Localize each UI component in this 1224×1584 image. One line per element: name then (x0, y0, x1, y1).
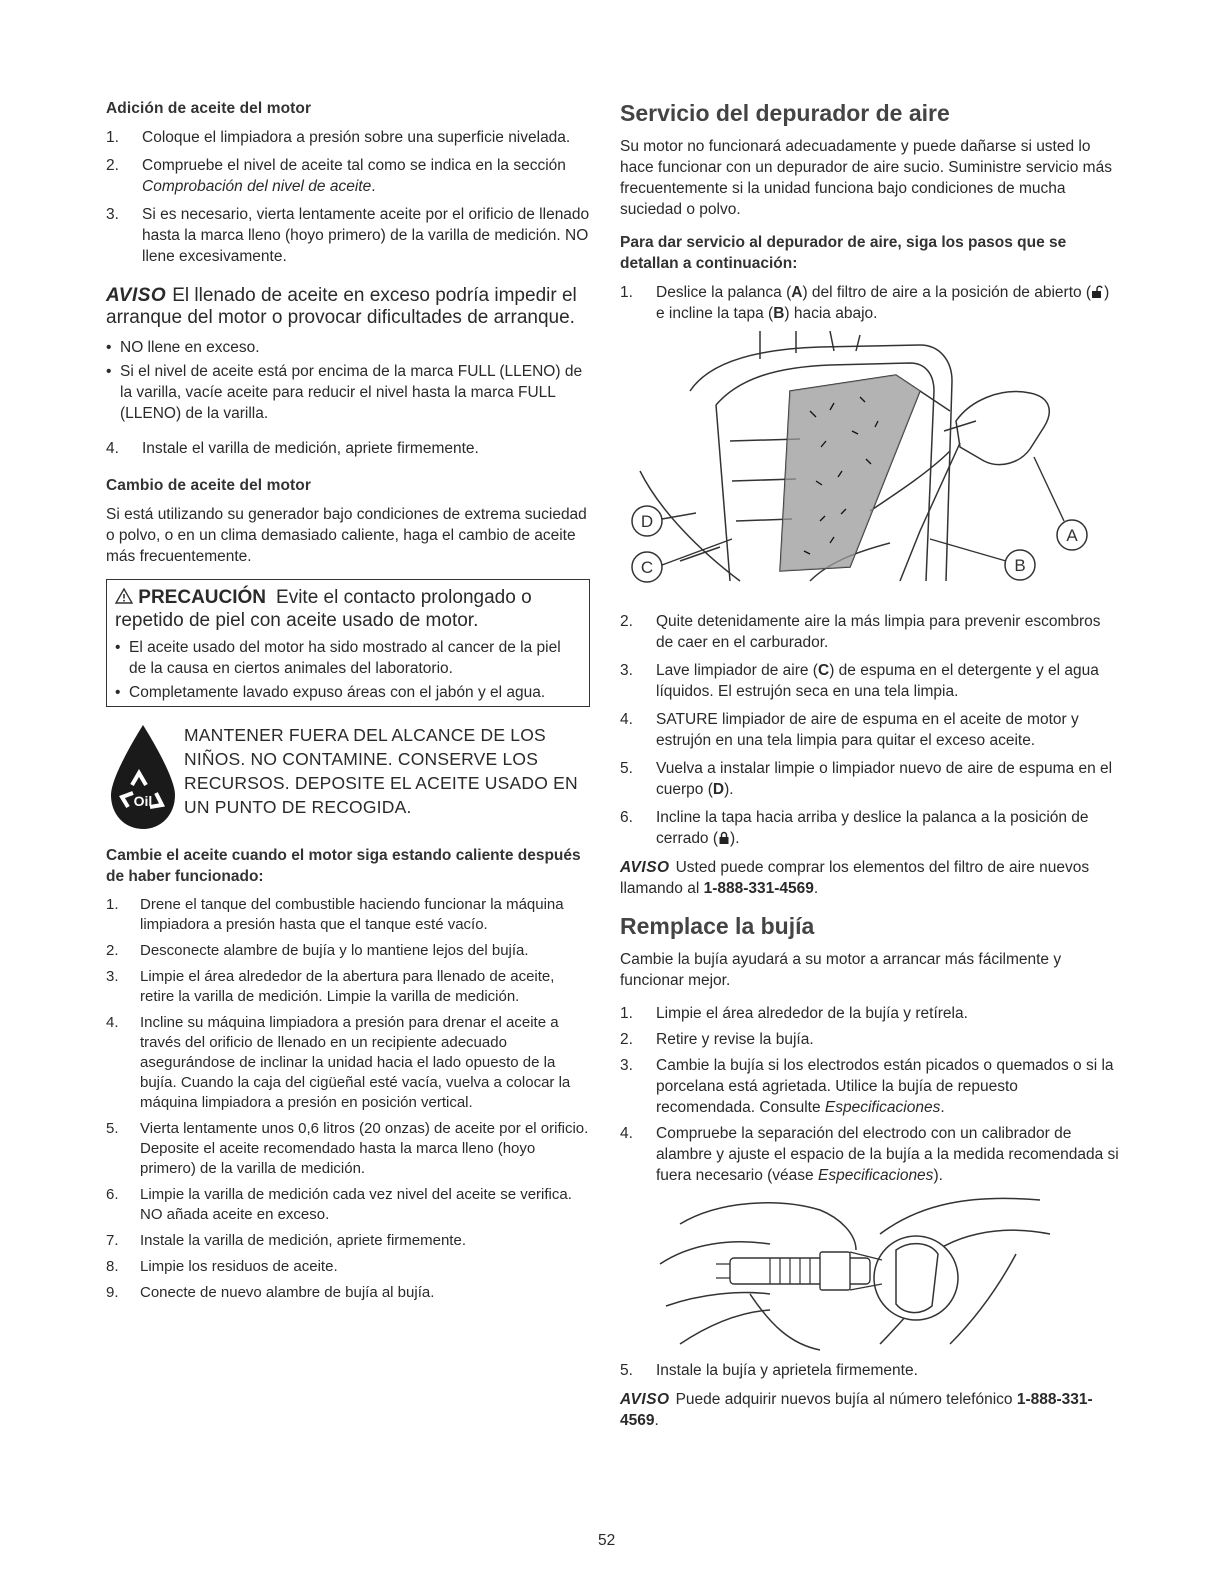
list-item: 5. Vuelva a instalar limpie o limpiador nuevo de aire de espuma en el cuerpo (D). (620, 760, 1113, 798)
warning-triangle-icon (115, 587, 133, 608)
list-item: • Completamente lavado expuso áreas con el jabón y el agua. (115, 684, 546, 701)
cambie-steps (106, 895, 590, 1303)
list-item: 8. Limpie los residuos de aceite. (106, 1258, 338, 1275)
list-item: 5. Vierta lentamente unos 0,6 litros (20 onzas) de aceite por el orificio. Deposite el aceite recomendado hasta la marca lleno (hoyo primero) de la varilla de medición. (106, 1120, 589, 1177)
list-item: 1. Deslice la palanca (A) del filtro de aire a la posición de abierto ( ) e incline la tapa (B) hacia abajo. (620, 284, 1110, 322)
servicio-title: Servicio del depurador de aire (620, 100, 950, 126)
cambie-title: Cambie el aceite cuando el motor siga estando caliente después de haber funcionado: (106, 847, 581, 885)
list-item: 3. Si es necesario, vierta lentamente aceite por el orificio de llenado hasta la marca lleno (hoyo primero) de la varilla de medición. NO llene excesivamente. (106, 206, 590, 265)
cambio-title: Cambio de aceite del motor (106, 477, 312, 494)
list-item: 3. Limpie el área alrededor de la abertura para llenado de aceite, retire la varilla de medición. Limpie la varilla de medición. (106, 968, 555, 1005)
figure-label-d: D (640, 512, 654, 531)
list-item: 6. Incline la tapa hacia arriba y deslice la palanca a la posición de cerrado ( ). (620, 809, 1089, 847)
list-item: 5. Instale la bujía y aprietela firmemente. (620, 1362, 918, 1379)
figure-label-b: B (1014, 556, 1026, 575)
list-item: 2. Compruebe el nivel de aceite tal como se indica en la sección Comprobación del nivel de aceite. (106, 157, 566, 195)
cambio-text: Si está utilizando su generador bajo condiciones de extrema suciedad o polvo, o en un clima demasiado caliente, haga el cambio de aceite más frecuentemente. (106, 506, 587, 565)
servicio-text: Su motor no funcionará adecuadamente y puede dañarse si usted lo hace funcionar con un depurador de aire sucio. Suministre servicio más frecuentemente si la unidad funciona bajo condiciones de mucha suciedad o polvo. (620, 138, 1112, 218)
list-item: 4. Compruebe la separación del electrodo con un calibrador de alambre y ajuste el espacio de la bujía a la medida recomendada si fuera necesario (véase Especificaciones). (620, 1125, 1119, 1184)
oil-recycle-notice (106, 723, 590, 833)
list-item: • NO llene en exceso. (106, 339, 260, 356)
oil-notice-text: MANTENER FUERA DEL ALCANCE DE LOS NIÑOS. NO CONTAMINE. CONSERVE LOS RECURSOS. DEPOSITE EL ACEITE USADO EN UN PUNTO DE RECOGIDA. (184, 725, 578, 817)
lock-open-icon (1091, 284, 1104, 301)
remplace-title: Remplace la bujía (620, 913, 815, 939)
list-item: 6. Limpie la varilla de medición cada vez nivel del aceite se verifica. NO añada aceite en exceso. (106, 1186, 572, 1223)
list-item: 2. Quite detenidamente aire la más limpia para prevenir escombros de caer en el carburador. (620, 613, 1101, 651)
svg-text:Oil: Oil (133, 793, 153, 809)
aviso-bullets (106, 337, 590, 424)
list-item: • El aceite usado del motor ha sido mostrado al cancer de la piel de la causa en ciertos animales del laboratorio. (115, 639, 561, 677)
right-column (620, 100, 1120, 1443)
list-item: 4. Instale el varilla de medición, apriete firmemente. (106, 440, 479, 457)
aviso-overfill: AVISO El llenado de aceite en exceso podría impedir el arranque del motor o provocar dificultades de arranque. (106, 285, 577, 328)
servicio-steps (620, 611, 1120, 849)
list-item: • Si el nivel de aceite está por encima de la marca FULL (LLENO) de la varilla, vacíe aceite para reducir el nivel hasta la marca FULL (LLENO) de la varilla. (106, 363, 583, 422)
list-item: 2. Retire y revise la bujía. (620, 1031, 814, 1048)
page-number: 52 (598, 1532, 616, 1549)
bujia-step-5 (620, 1360, 1120, 1381)
left-column (106, 100, 590, 1311)
list-item: 3. Lave limpiador de aire (C) de espuma en el detergente y el agua líquidos. El estrujón seca en una tela limpia. (620, 662, 1099, 700)
adicion-title: Adición de aceite del motor (106, 100, 312, 117)
caution-label: PRECAUCIÓN (138, 587, 267, 608)
aviso-spark-plug: AVISO Puede adquirir nuevos bujía al número telefónico 1-888-331-4569. (620, 1391, 1093, 1429)
oil-drop-recycle-icon (106, 723, 180, 833)
caution-text: Evite el contacto prolongado o repetido de piel con aceite usado de motor. (115, 587, 532, 631)
list-item: 4. Incline su máquina limpiadora a presión para drenar el aceite a través del orificio de llenado en un recipiente adecuado asegurándose de inclinar la unidad hacia el lado opuesto de la bujía. Cuando la caja del cigüeñal esté vacía, vuelva a colocar la máquina limpiadora a presión en posición vertical. (106, 1014, 571, 1111)
para-title: Para dar servicio al depurador de aire, siga los pasos que se detallan a continuación: (620, 234, 1067, 272)
remplace-text: Cambie la bujía ayudará a su motor a arrancar más fácilmente y funcionar mejor. (620, 951, 1062, 989)
aviso-air-filter: AVISO Usted puede comprar los elementos del filtro de aire nuevos llamando al 1-888-331-4569. (620, 859, 1090, 897)
caution-bullets (115, 637, 581, 703)
caution-box (106, 579, 590, 707)
figure-label-c: C (640, 558, 654, 577)
air-filter-figure (620, 331, 1120, 599)
servicio-step-1 (620, 282, 1120, 324)
list-item: 9. Conecte de nuevo alambre de bujía al bujía. (106, 1284, 435, 1301)
lock-closed-icon (718, 830, 730, 847)
list-item: 7. Instale la varilla de medición, apriete firmemente. (106, 1232, 466, 1249)
list-item: 2. Desconecte alambre de bujía y lo mantiene lejos del bujía. (106, 942, 529, 959)
adicion-step-4 (106, 438, 590, 459)
list-item: 3. Cambie la bujía si los electrodos están picados o quemados o si la porcelana está agrietada. Utilice la bujía de repuesto recomendada. Consulte Especificaciones. (620, 1057, 1114, 1116)
figure-label-a: A (1066, 526, 1078, 545)
list-item: 1. Limpie el área alrededor de la bujía y retírela. (620, 1005, 968, 1022)
bujia-steps (620, 1003, 1120, 1186)
list-item: 1. Drene el tanque del combustible haciendo funcionar la máquina limpiadora a presión hasta que el tanque esté vacío. (106, 896, 564, 933)
list-item: 4. SATURE limpiador de aire de espuma en el aceite de motor y estrujón en una tela limpia para quitar el exceso aceite. (620, 711, 1079, 749)
adicion-steps (106, 127, 590, 267)
list-item: 1. Coloque el limpiadora a presión sobre una superficie nivelada. (106, 129, 571, 146)
spark-plug-figure (620, 1194, 1120, 1354)
